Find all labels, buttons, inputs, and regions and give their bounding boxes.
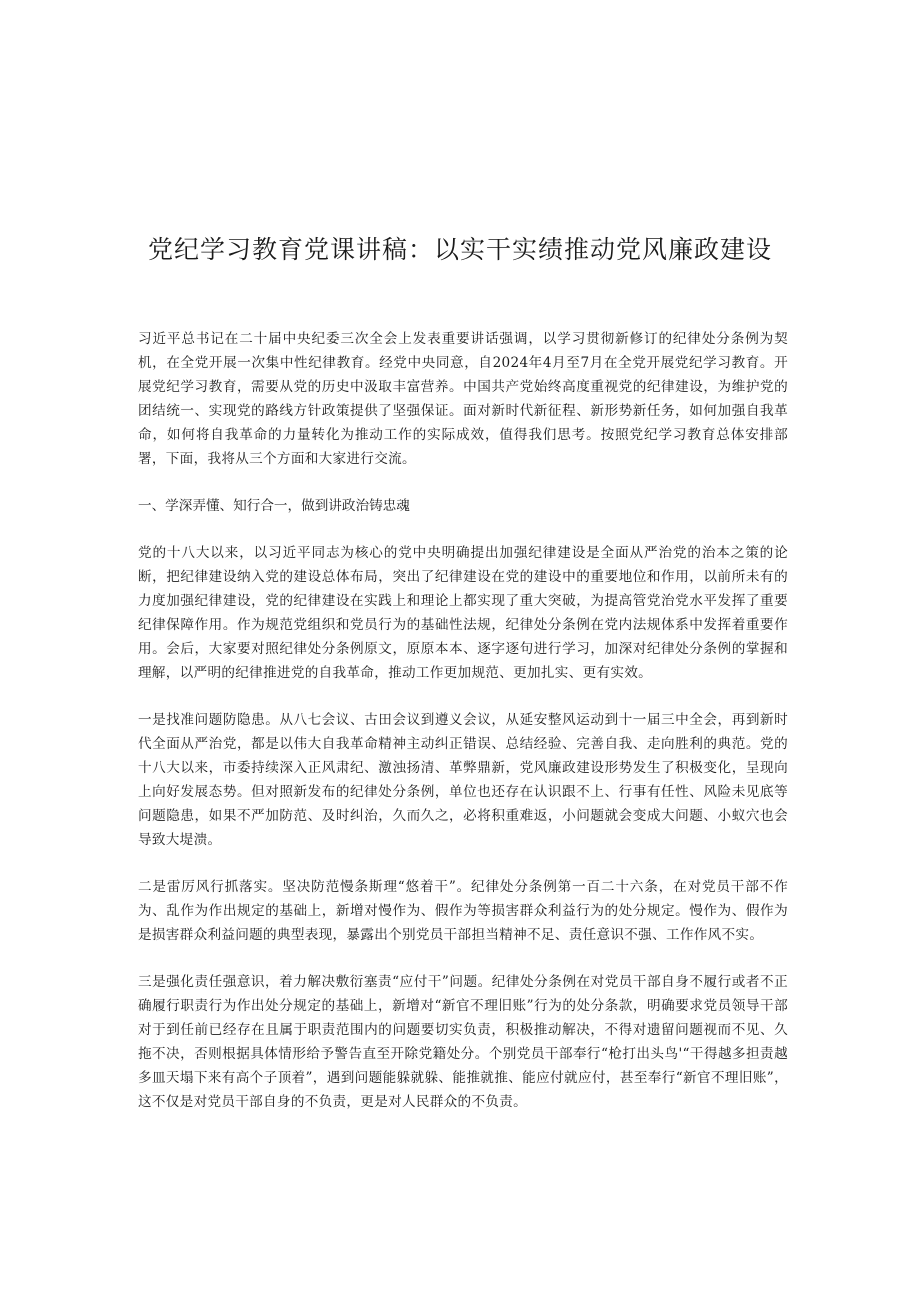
intro-paragraph: 习近平总书记在二十届中央纪委三次全会上发表重要讲话强调，以学习贯彻新修订的纪律处分条例为契机，在全党开展一次集中性纪律教育。经党中央同意，自2024年4月至7月在全党开展党纪学习教育。开展党纪学习教育，需要从党的历史中汲取丰富营养。中国共产党始终高度重视党的纪律建设，为维护党的团结统一、实现党的路线方针政策提供了坚强保证。面对新时代新征程、新形势新任务，如何加强自我革命，如何将自我革命的力量转化为推动工作的实际成效，值得我们思考。按照党纪学习教育总体安排部署，下面，我将从三个方面和大家进行交流。 [138,331,788,467]
document-body [138,327,788,1137]
section-heading: 一、学深弄懂、知行合一，做到讲政治铸忠魂 [138,498,410,514]
point-three-paragraph: 三是强化责任强意识，着力解决敷衍塞责“应付干”问题。纪律处分条例在对党员干部自身不履行或者不正确履行职责行为作出处分规定的基础上，新增对“新官不理旧账”行为的处分条款，明确要求党员领导干部对于到任前已经存在且属于职责范围内的问题要切实负责，积极推动解决，不得对遗留问题视而不见、久拖不决，否则根据具体情形给予警告直至开除党籍处分。个别党员干部奉行“枪打出头鸟'“干得越多担责越多皿天塌下来有高个子顶着”，遇到问题能躲就躲、能推就推、能应付就应付，甚至奉行“新官不理旧账”，这不仅是对党员干部自身的不负责，更是对人民群众的不负责。 [138,974,788,1110]
point-one-paragraph: 一是找准问题防隐患。从八七会议、古田会议到遵义会议，从延安整风运动到十一届三中全会，再到新时代全面从严治党，都是以伟大自我革命精神主动纠正错误、总结经验、完善自我、走向胜利的典范。党的十八大以来，市委持续深入正风肃纪、激浊扬清、革弊鼎新，党风廉政建设形势发生了积极变化，呈现向上向好发展态势。但对照新发布的纪律处分条例，单位也还存在认识跟不上、行事有任性、风险未见底等问题隐患，如果不严加防范、及时纠治，久而久之，必将积重难返，小问题就会变成大问题、小蚁穴也会导致大堤溃。 [138,712,788,848]
section-paragraph: 党的十八大以来，以习近平同志为核心的党中央明确提出加强纪律建设是全面从严治党的治本之策的论断，把纪律建设纳入党的建设总体布局，突出了纪律建设在党的建设中的重要地位和作用，以前所未有的力度加强纪律建设，党的纪律建设在实践上和理论上都实现了重大突破，为提高管党治党水平发挥了重要纪律保障作用。作为规范党组织和党员行为的基础性法规，纪律处分条例在党内法规体系中发挥着重要作用。会后，大家要对照纪律处分条例原文，原原本本、逐字逐句进行学习，加深对纪律处分条例的掌握和理解，以严明的纪律推进党的自我革命，推动工作更加规范、更加扎实、更有实效。 [138,545,788,681]
point-two-paragraph: 二是雷厉风行抓落实。坚决防范慢条斯理“悠着干”。纪律处分条例第一百二十六条，在对党员干部不作为、乱作为作出规定的基础上，新增对慢作为、假作为等损害群众利益行为的处分规定。慢作为、假作为是损害群众利益问题的典型表现，暴露出个别党员干部担当精神不足、责任意识不强、工作作风不实。 [138,879,788,943]
document-title: 党纪学习教育党课讲稿：以实干实绩推动党风廉政建设 [147,235,772,264]
